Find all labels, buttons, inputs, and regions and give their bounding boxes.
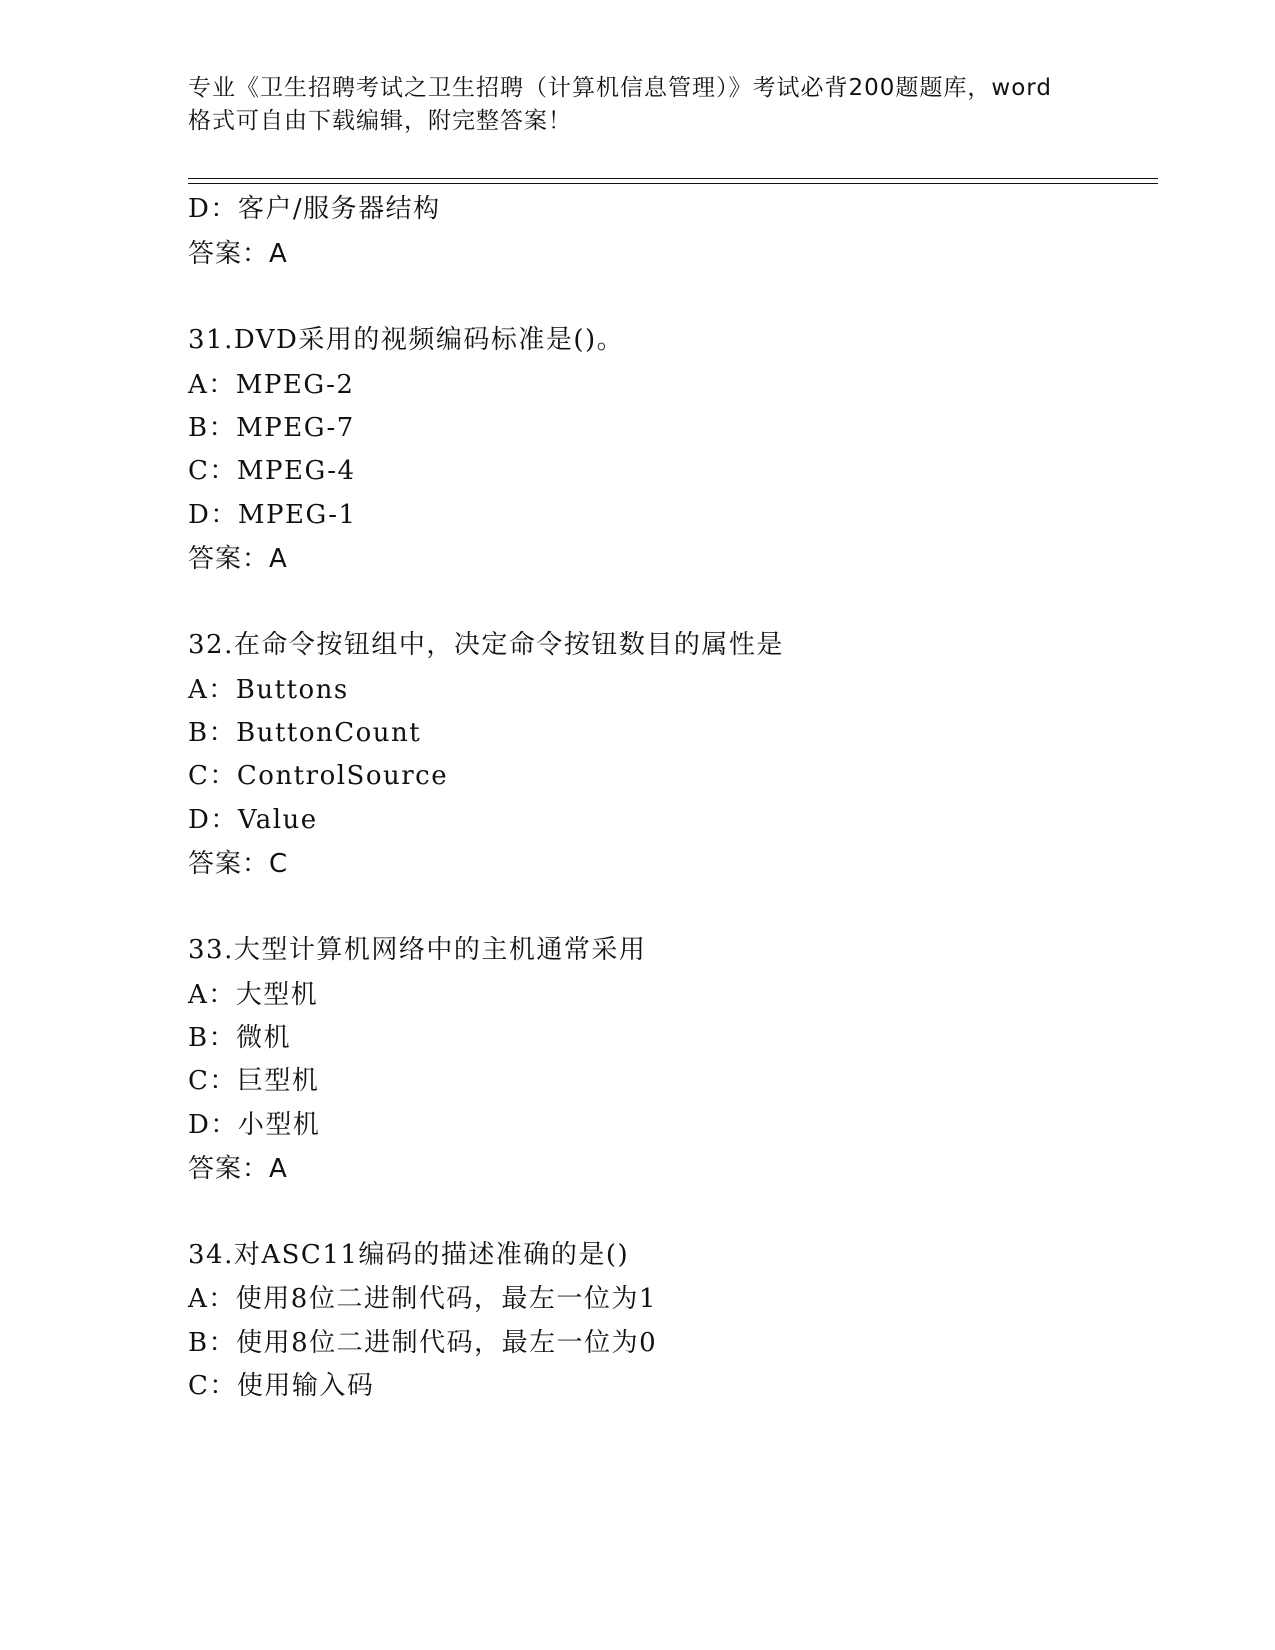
question-34-option-b: B：使用8位二进制代码，最左一位为0	[188, 1328, 658, 1358]
prev-answer: 答案：A	[188, 239, 288, 269]
header-divider-bottom	[188, 183, 1158, 184]
prev-option-d: D：客户/服务器结构	[188, 194, 441, 224]
question-32-answer: 答案：C	[188, 849, 289, 879]
header-line-2: 格式可自由下载编辑，附完整答案！	[188, 108, 572, 134]
header-divider-top	[188, 178, 1158, 179]
question-33-answer: 答案：A	[188, 1154, 288, 1184]
question-31-option-a: A：MPEG-2	[188, 370, 355, 400]
question-33-option-a: A：大型机	[188, 980, 319, 1010]
question-33-option-c: C：巨型机	[188, 1066, 320, 1096]
question-32-option-c: C：ControlSource	[188, 761, 449, 791]
question-32-text: 32.在命令按钮组中，决定命令按钮数目的属性是	[188, 630, 784, 660]
question-32-option-b: B：ButtonCount	[188, 718, 422, 748]
question-31-answer: 答案：A	[188, 544, 288, 574]
question-32-option-a: A：Buttons	[188, 675, 349, 705]
question-31-option-b: B：MPEG-7	[188, 413, 355, 443]
document-header	[188, 72, 1108, 138]
question-34-text: 34.对ASC11编码的描述准确的是()	[188, 1240, 630, 1270]
question-31-option-d: D：MPEG-1	[188, 500, 357, 530]
question-32-option-d: D：Value	[188, 805, 318, 835]
question-34-option-a: A：使用8位二进制代码，最左一位为1	[188, 1284, 657, 1314]
question-33-option-b: B：微机	[188, 1023, 292, 1053]
question-33-option-d: D：小型机	[188, 1110, 321, 1140]
question-31-option-c: C：MPEG-4	[188, 456, 356, 486]
question-34-option-c: C：使用输入码	[188, 1371, 375, 1401]
question-33-text: 33.大型计算机网络中的主机通常采用	[188, 935, 647, 965]
header-line-1: 专业《卫生招聘考试之卫生招聘（计算机信息管理）》考试必背200题题库，word	[188, 75, 1052, 101]
question-31-text: 31.DVD采用的视频编码标准是()。	[188, 325, 625, 355]
